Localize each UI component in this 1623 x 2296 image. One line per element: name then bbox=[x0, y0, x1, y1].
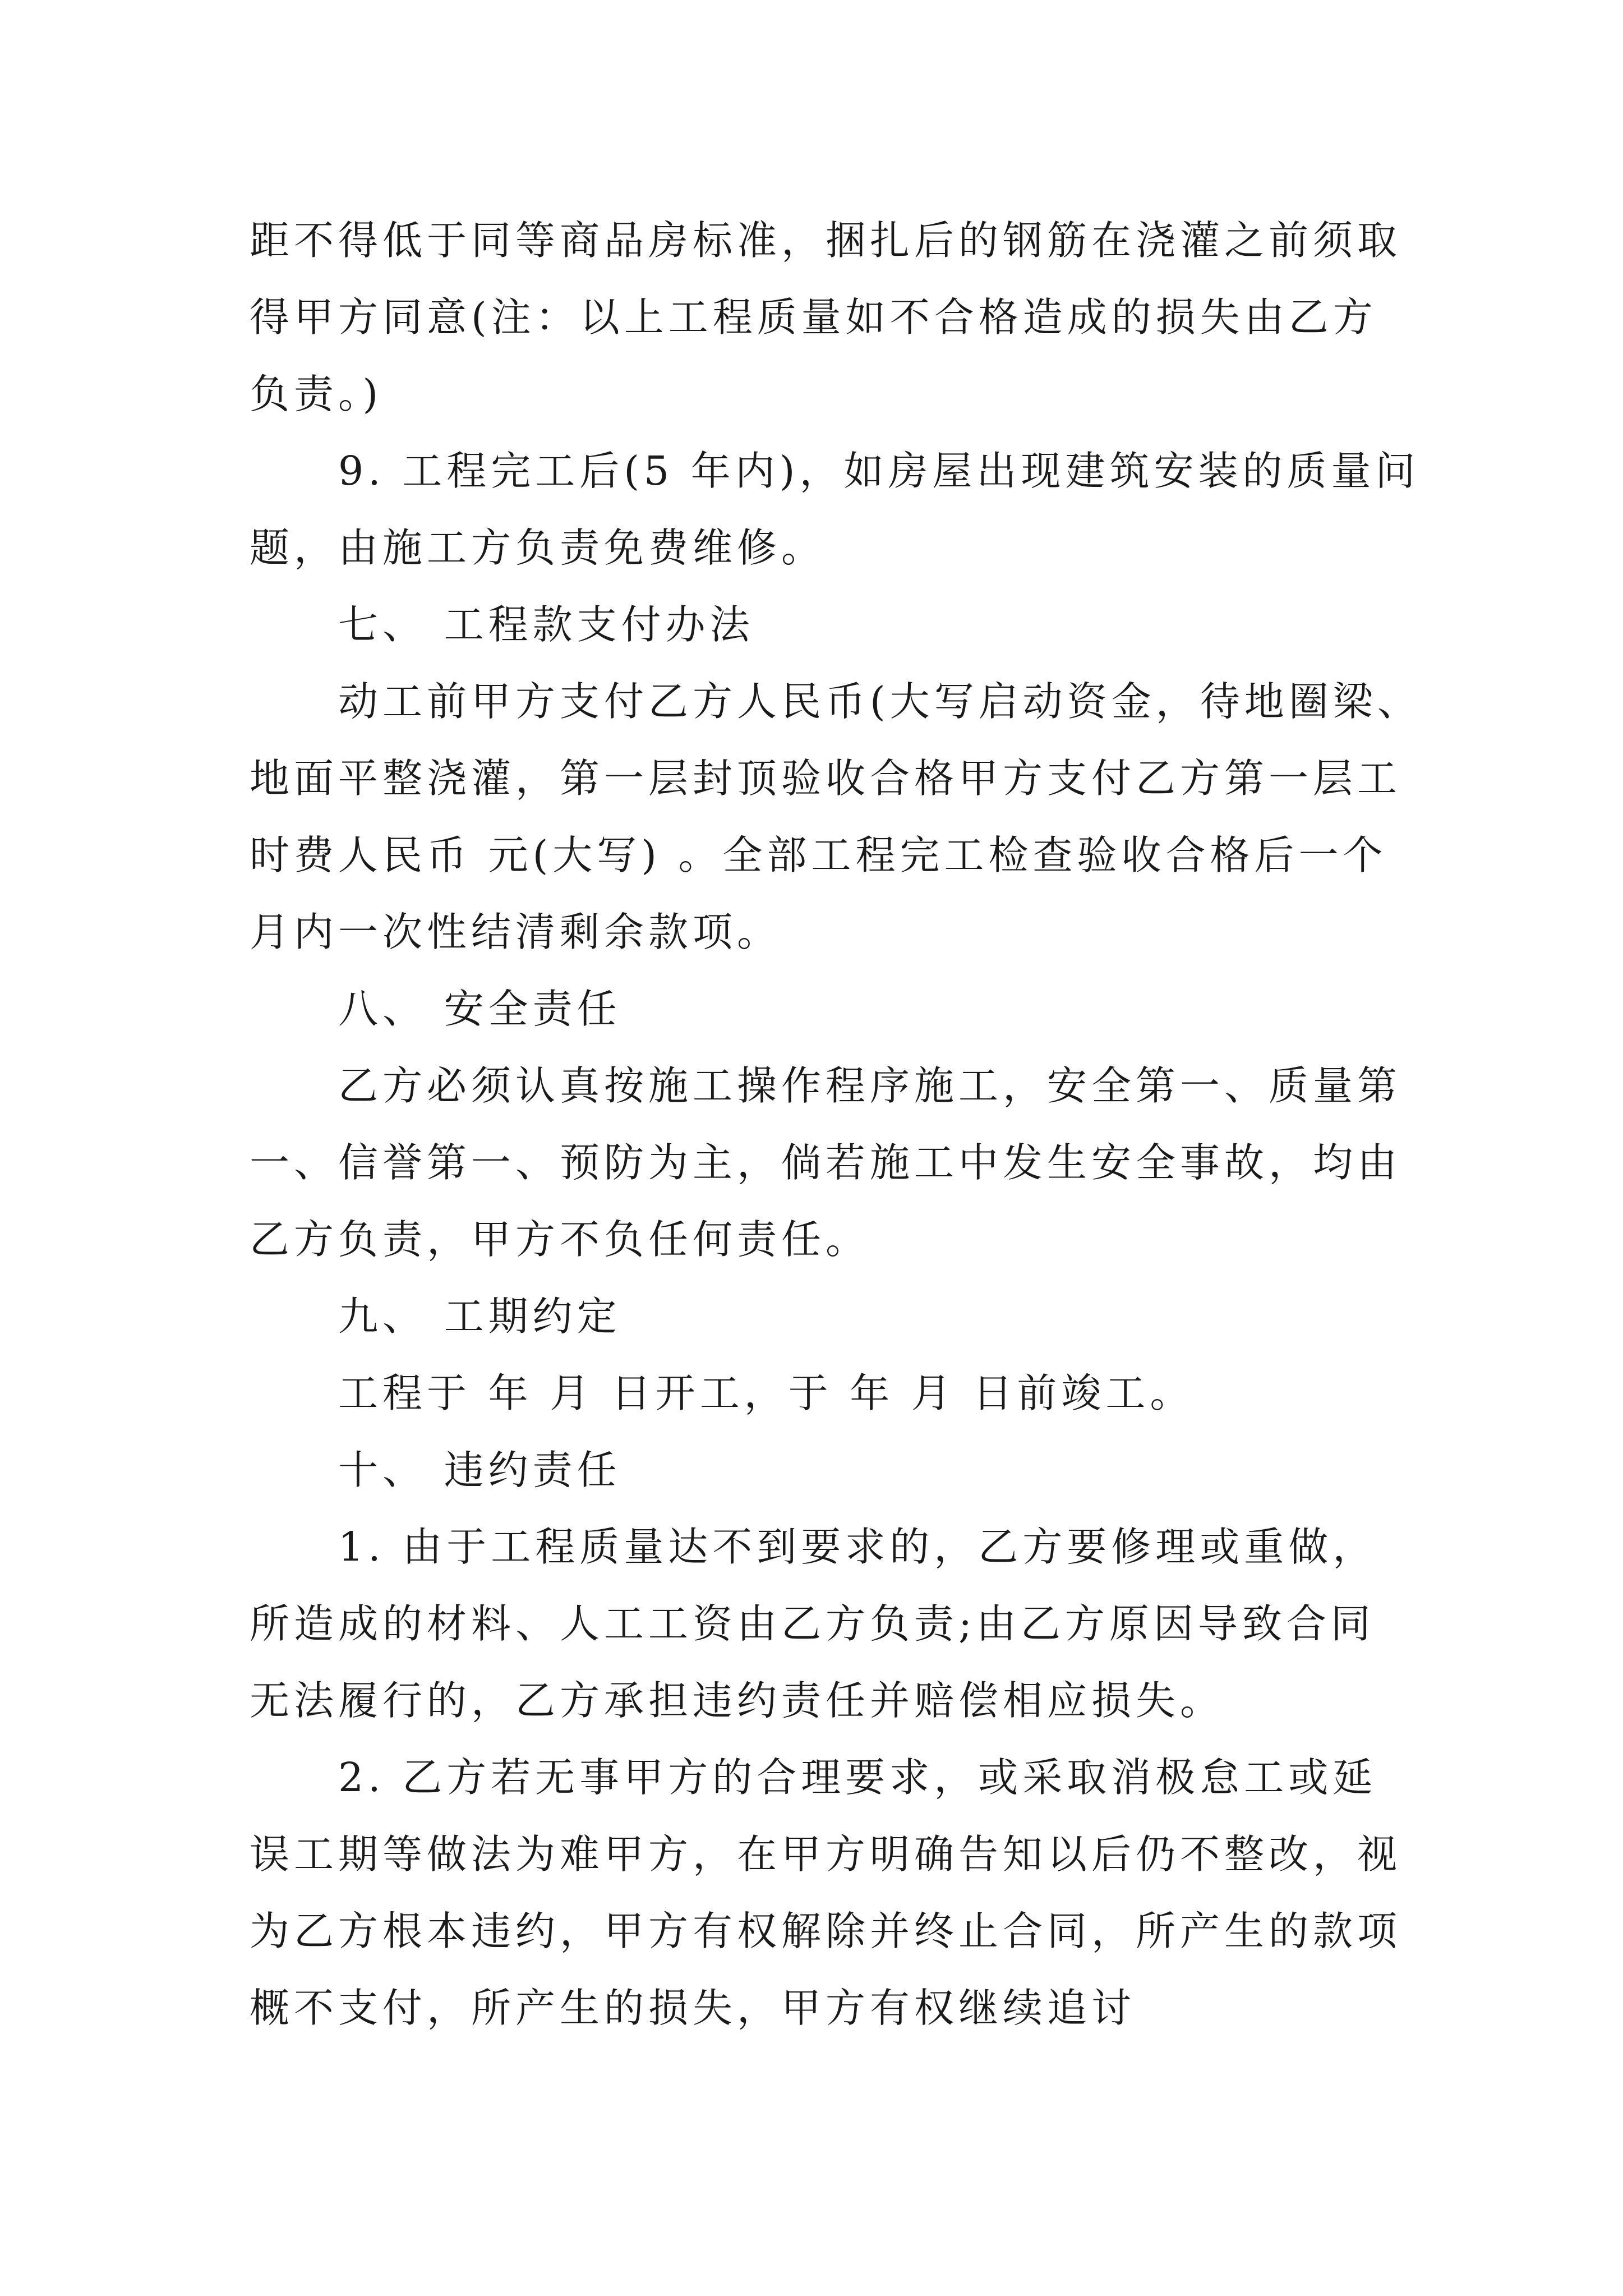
text-line: 为乙方根本违约，甲方有权解除并终止合同，所产生的款项 bbox=[250, 1908, 1402, 1954]
document-body bbox=[250, 202, 1422, 2046]
text-line: 得甲方同意(注：以上工程质量如不合格造成的损失由乙方 bbox=[250, 294, 1377, 341]
text-line: 乙方必须认真按施工操作程序施工，安全第一、质量第 bbox=[338, 1062, 1402, 1109]
text-line: 误工期等做法为难甲方，在甲方明确告知以后仍不整改，视 bbox=[250, 1831, 1402, 1878]
text-line: 所造成的材料、人工工资由乙方负责;由乙方原因导致合同 bbox=[250, 1600, 1375, 1647]
section-heading: 九、 工期约定 bbox=[338, 1293, 621, 1340]
text-line: 时费人民币 元(大写) 。全部工程完工检查验收合格后一个 bbox=[250, 832, 1387, 878]
text-line: 一、信誉第一、预防为主，倘若施工中发生安全事故，均由 bbox=[250, 1139, 1402, 1186]
section-heading: 七、 工程款支付办法 bbox=[338, 601, 754, 648]
text-line: 9. 工程完工后(5 年内)，如房屋出现建筑安装的质量问 bbox=[338, 448, 1420, 494]
text-line: 负责。) bbox=[250, 371, 383, 417]
text-line: 无法履行的，乙方承担违约责任并赔偿相应损失。 bbox=[250, 1677, 1225, 1724]
text-line: 2. 乙方若无事甲方的合理要求，或采取消极怠工或延 bbox=[338, 1754, 1377, 1801]
section-heading: 十、 违约责任 bbox=[338, 1447, 621, 1493]
text-line: 题，由施工方负责免费维修。 bbox=[250, 524, 826, 571]
text-line: 动工前甲方支付乙方人民币(大写启动资金，待地圈梁、 bbox=[338, 678, 1422, 725]
text-line: 概不支付，所产生的损失，甲方有权继续追讨 bbox=[250, 1985, 1136, 2031]
text-line: 1. 由于工程质量达不到要求的，乙方要修理或重做， bbox=[338, 1524, 1377, 1570]
text-line: 距不得低于同等商品房标准，捆扎后的钢筋在浇灌之前须取 bbox=[250, 217, 1402, 264]
text-line: 工程于 年 月 日开工，于 年 月 日前竣工。 bbox=[338, 1370, 1195, 1416]
text-line: 乙方负责，甲方不负任何责任。 bbox=[250, 1216, 870, 1263]
section-heading: 八、 安全责任 bbox=[338, 986, 621, 1032]
text-line: 月内一次性结清剩余款项。 bbox=[250, 909, 782, 955]
text-line: 地面平整浇灌，第一层封顶验收合格甲方支付乙方第一层工 bbox=[250, 755, 1402, 802]
